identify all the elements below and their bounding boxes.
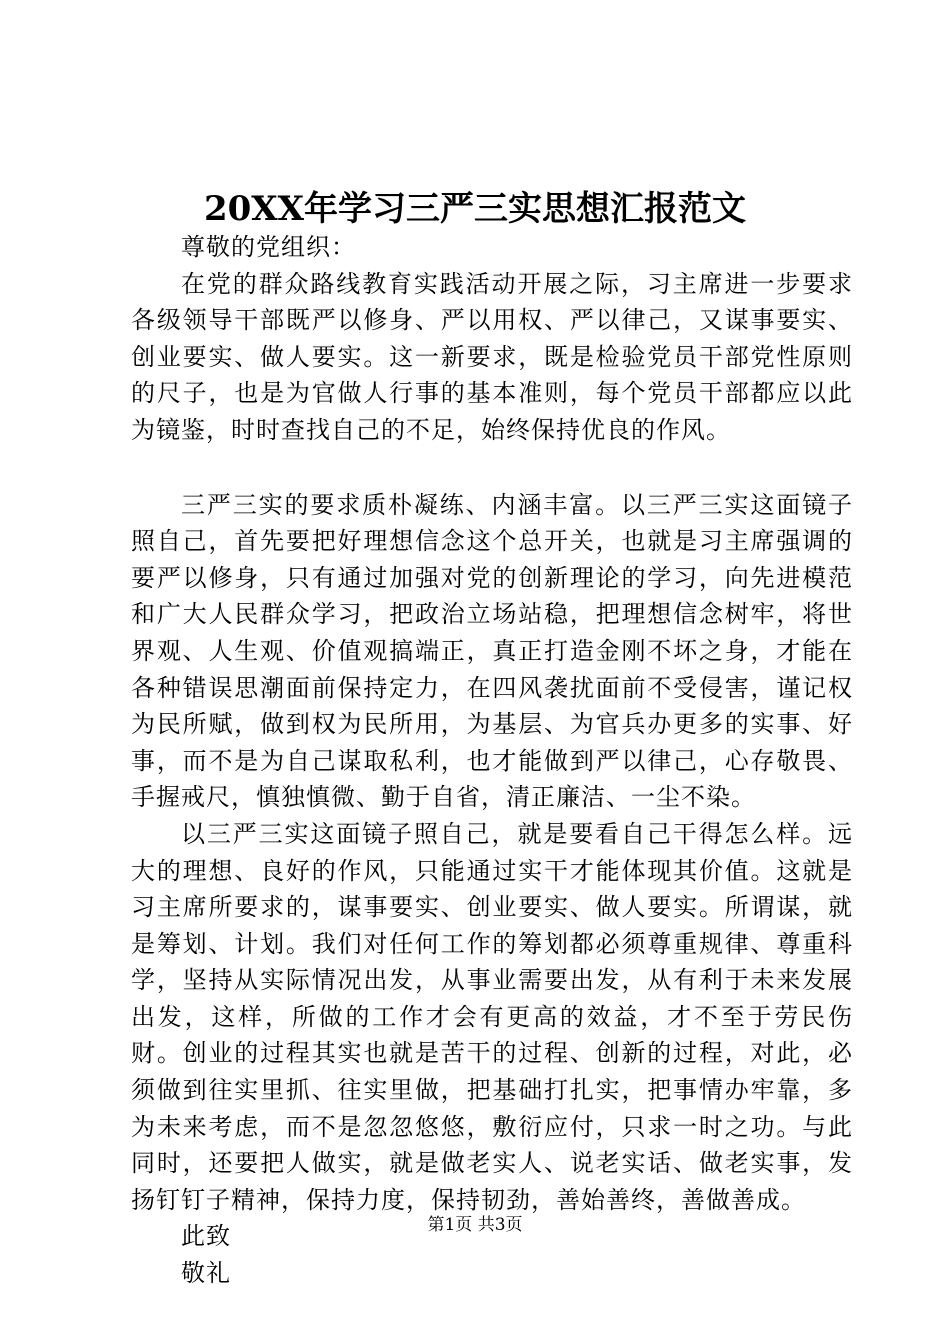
paragraph-3: 以三严三实这面镜子照自己，就是要看自己干得怎么样。远大的理想、良好的作风，只能通过实干才能体现其价值。这就是习主席所要求的，谋事要实、创业要实、做人要实。所谓谋，就是筹划、计划。我们对任何工作的筹划都必须尊重规律、尊重科学，坚持从实际情况出发，从事业需要出发，从有利于未来发展出发，这样，所做的工作才会有更高的效益，才不至于劳民伤财。创业的过程其实也就是苦干的过程、创新的过程，对此，必须做到往实里抓、往实里做，把基础打扎实，把事情办牢靠，多为未来考虑，而不是忽忽悠悠，敷衍应付，只求一时之功。与此同时，还要把人做实，就是做老实人、说老实话、做老实事，发扬钉钉子精神，保持力度，保持韧劲，善始善终，善做善成。	[131, 819, 853, 1214]
paragraph-1: 在党的群众路线教育实践活动开展之际，习主席进一步要求各级领导干部既严以修身、严以用权、严以律己，又谋事要实、创业要实、做人要实。这一新要求，既是检验党员干部党性原则的尺子，也是为官做人行事的基本准则，每个党员干部都应以此为镜鉴，时时查找自己的不足，始终保持优良的作风。	[131, 269, 853, 444]
document-body	[131, 229, 853, 1292]
document-title: 20XX年学习三严三实思想汇报范文	[203, 189, 747, 229]
page-footer	[0, 1210, 950, 1240]
paragraph-2: 三严三实的要求质朴凝练、内涵丰富。以三严三实这面镜子照自己，首先要把好理想信念这个总开关，也就是习主席强调的要严以修身，只有通过加强对党的创新理论的学习，向先进模范和广大人民群众学习，把政治立场站稳，把理想信念树牢，将世界观、人生观、价值观搞端正，真正打造金刚不坏之身，才能在各种错误思潮面前保持定力，在四风袭扰面前不受侵害，谨记权为民所赋，做到权为民所用，为基层、为官兵办更多的实事、好事，而不是为自己谋取私利，也才能做到严以律己，心存敬畏、手握戒尺，慎独慎微、勤于自省，清正廉洁、一尘不染。	[131, 490, 853, 812]
closing-line-2: 敬礼	[181, 1259, 231, 1288]
page-indicator: 第1页 共3页	[427, 1215, 523, 1235]
salutation: 尊敬的党组织：	[181, 233, 356, 261]
paragraph-spacer	[131, 449, 853, 487]
closing-line-1: 此致	[181, 1222, 231, 1251]
